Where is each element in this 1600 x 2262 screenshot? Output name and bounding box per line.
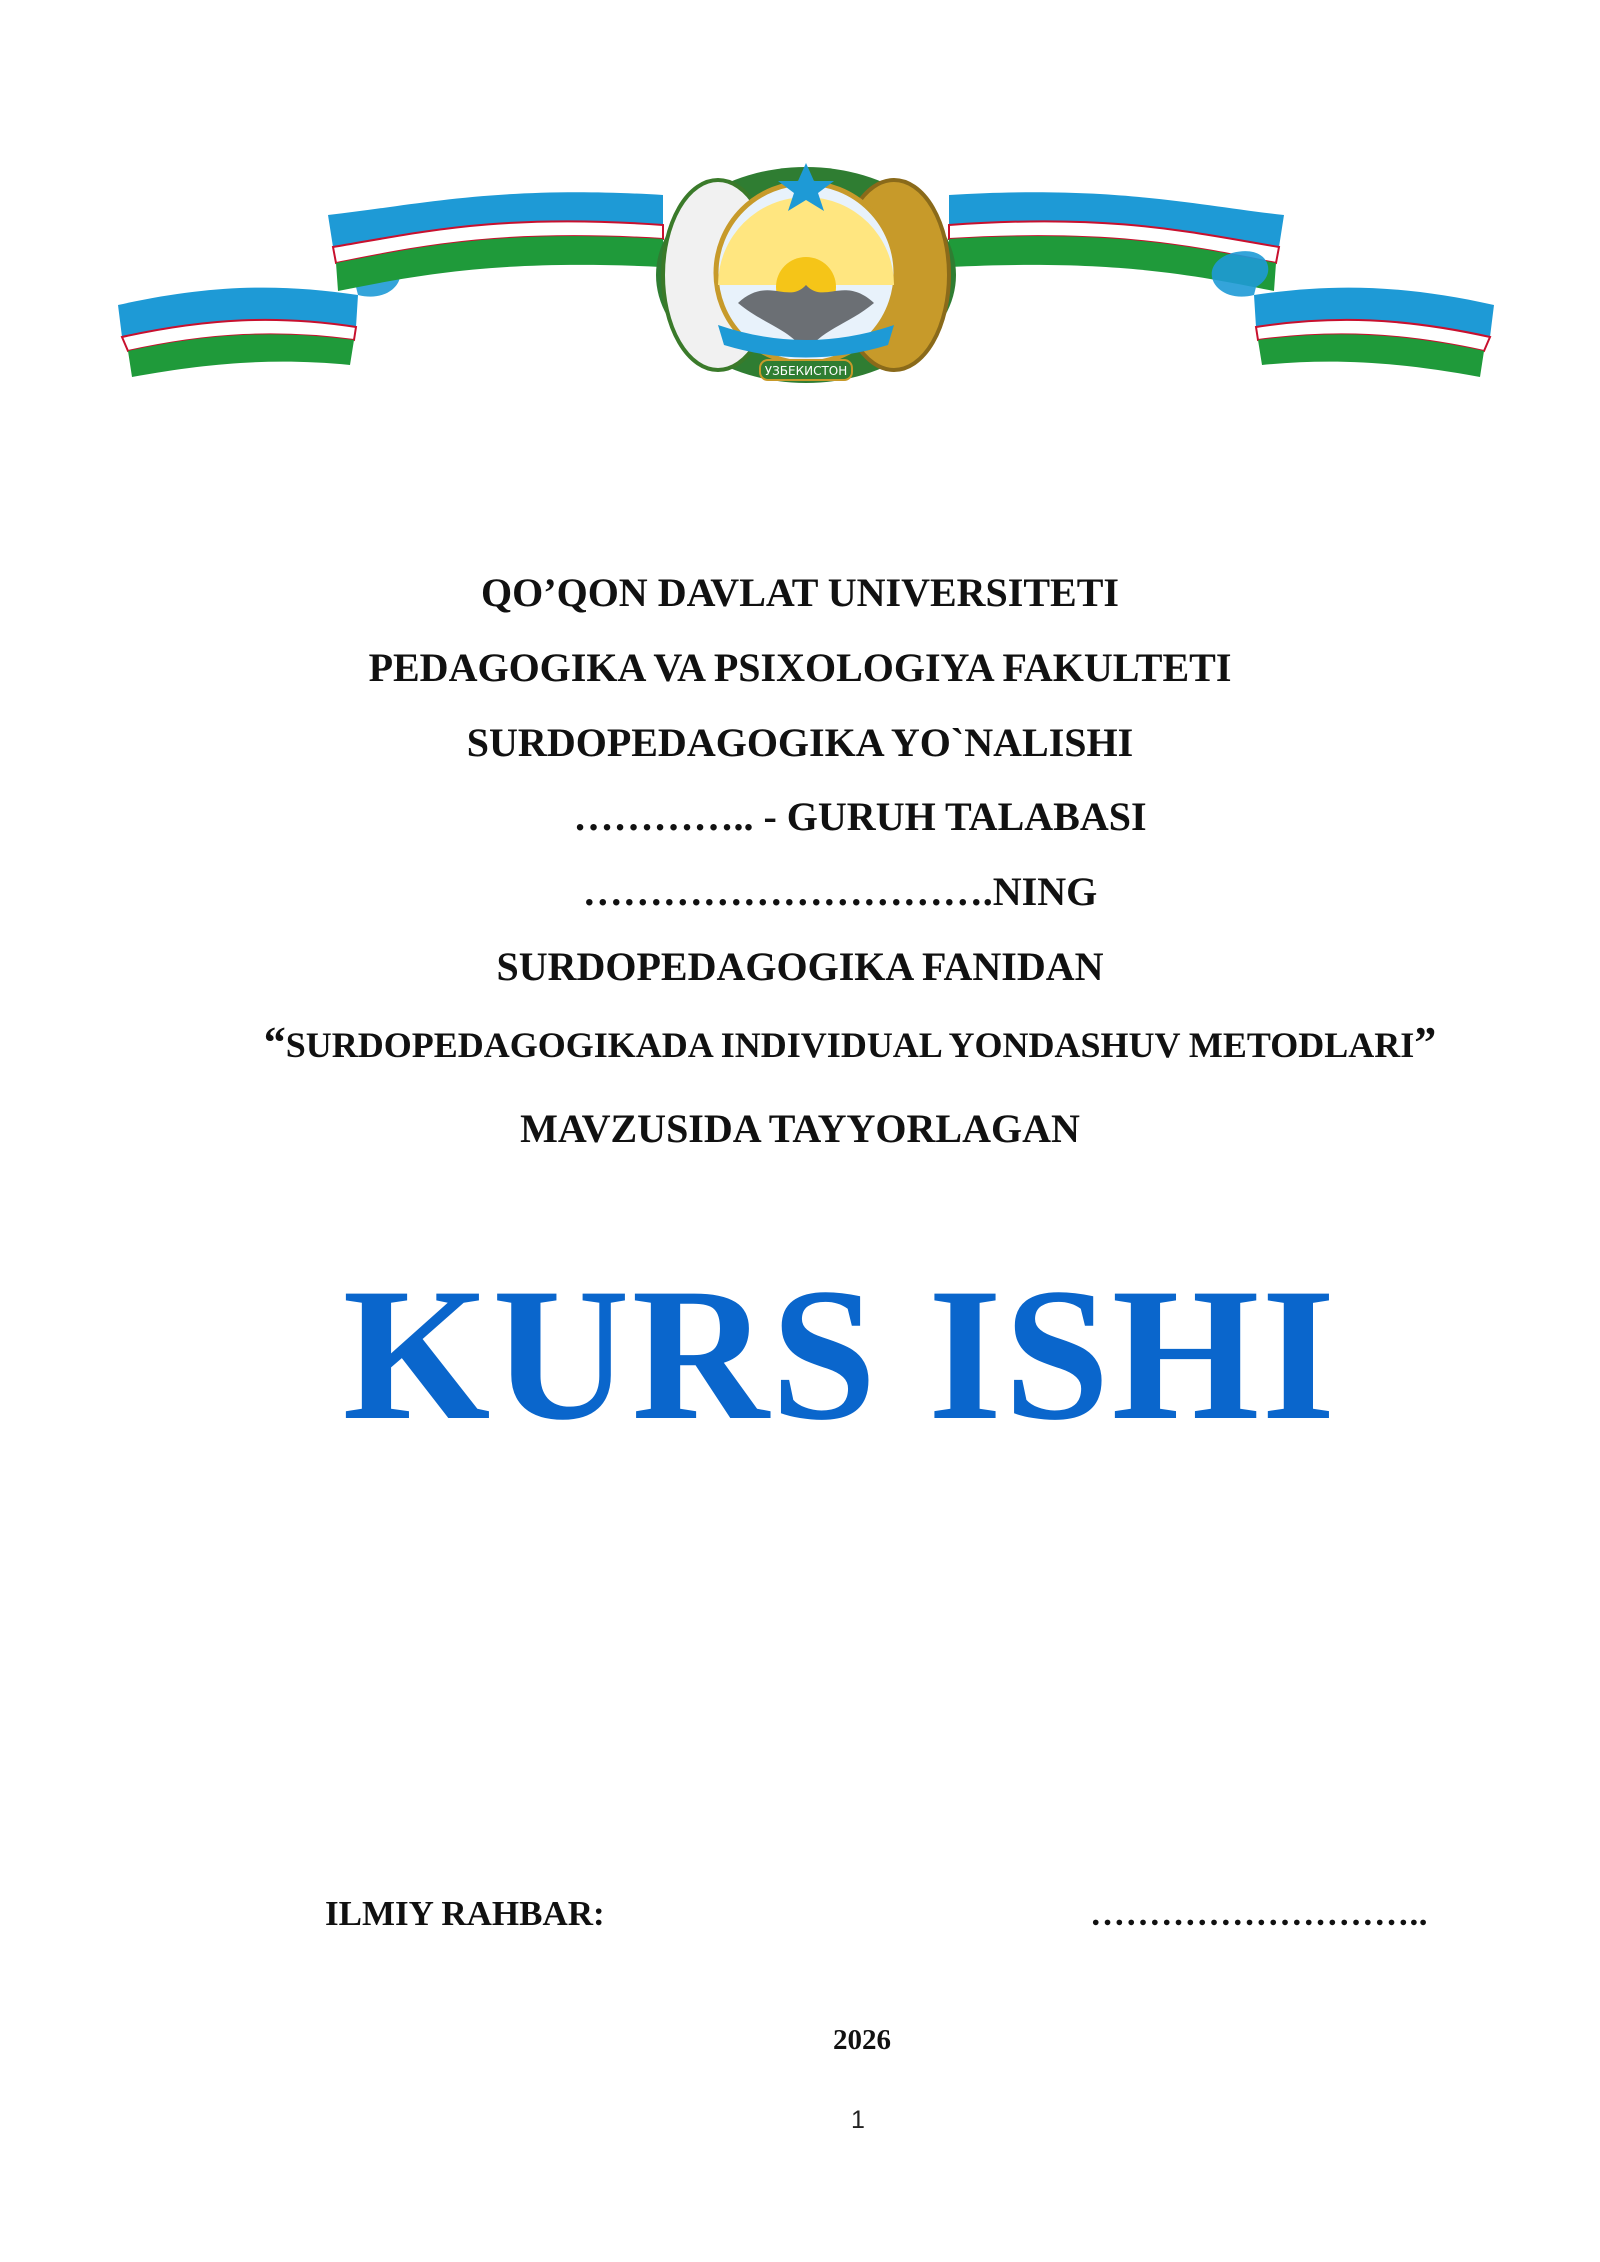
document-title: KURS ISHI — [342, 1250, 1338, 1460]
direction-name: SURDOPEDAGOGIKA YO`NALISHI — [466, 720, 1134, 765]
advisor-label: ILMIY RAHBAR: — [325, 1894, 605, 1933]
topic-line — [50, 1018, 1600, 1070]
advisor-name-placeholder: ……………………….. — [1090, 1894, 1428, 1933]
left-flag-ribbon — [118, 192, 663, 377]
subject-line: SURDOPEDAGOGIKA FANIDAN — [496, 944, 1104, 989]
student-line: ………………………….NING — [582, 869, 1098, 914]
close-quote: ” — [1414, 1018, 1437, 1067]
svg-text:УЗБЕКИСТОН: УЗБЕКИСТОН — [764, 364, 848, 378]
group-line: ………….. - GURUH TALABASI — [573, 794, 1147, 839]
uzbekistan-emblem-banner — [118, 155, 1494, 385]
topic-text: SURDOPEDAGOGIKADA INDIVIDUAL YONDASHUV METODLARI — [285, 1025, 1415, 1065]
right-flag-ribbon — [949, 192, 1494, 377]
page-number: 1 — [851, 2106, 865, 2134]
open-quote: “ — [263, 1018, 286, 1067]
university-name: QO’QON DAVLAT UNIVERSITETI — [481, 570, 1119, 615]
prepared-line: MAVZUSIDA TAYYORLAGAN — [520, 1106, 1080, 1151]
year: 2026 — [833, 2024, 891, 2056]
faculty-name: PEDAGOGIKA VA PSIXOLOGIYA FAKULTETI — [368, 645, 1232, 690]
coat-of-arms-emblem — [656, 163, 956, 383]
